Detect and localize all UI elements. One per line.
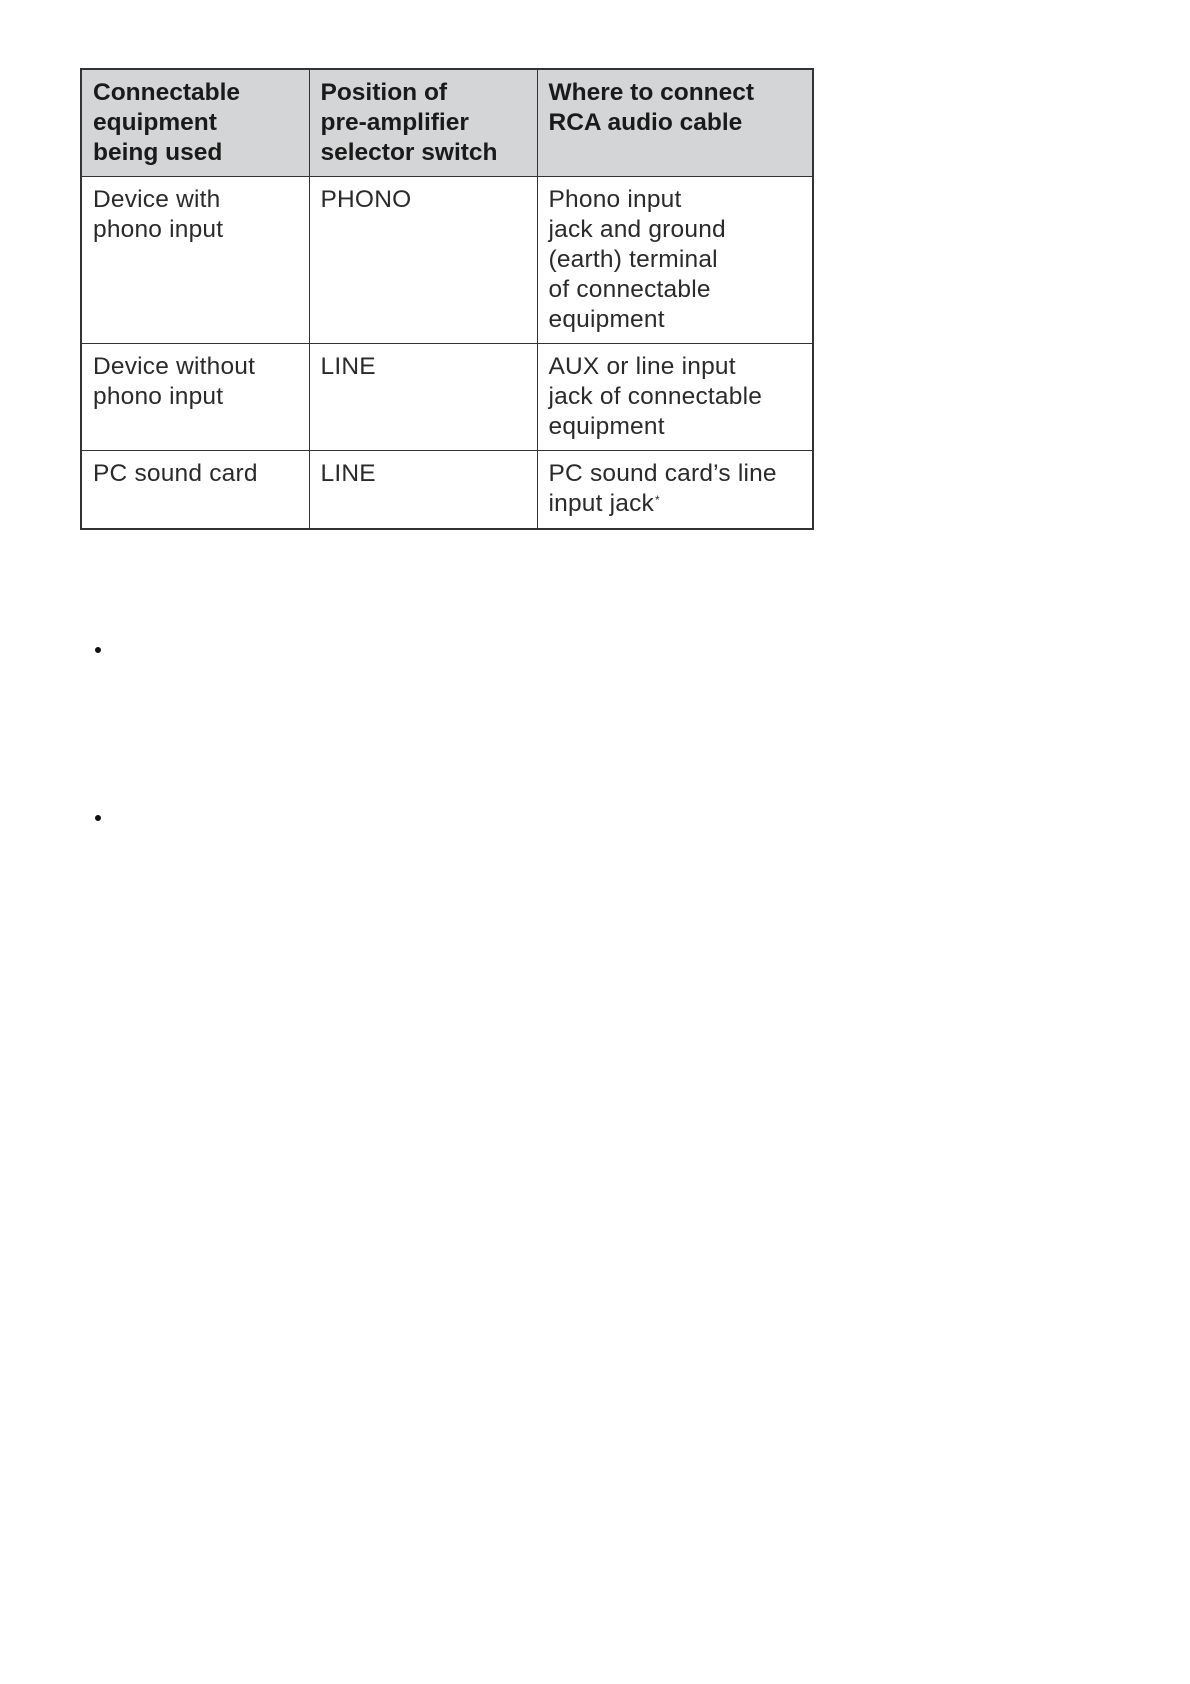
cell-connect-to	[537, 344, 813, 451]
cell-text: Phono input jack and ground (earth) terminal of connectable equipment	[548, 186, 726, 333]
table-row	[81, 451, 813, 530]
table-header-row	[81, 69, 813, 177]
cell-equipment	[81, 177, 309, 344]
footnote-asterisk: *	[655, 493, 660, 507]
header-label: Position of pre-amplifier selector switch	[320, 79, 498, 166]
header-selector-switch-position	[309, 69, 537, 177]
cell-text: PC sound card	[93, 460, 258, 487]
cell-switch-position	[309, 177, 537, 344]
bullet-point	[95, 647, 101, 653]
cell-switch-position	[309, 344, 537, 451]
cell-equipment	[81, 451, 309, 530]
bullet-point	[95, 815, 101, 821]
connection-table	[80, 68, 814, 530]
header-label: Where to connect RCA audio cable	[548, 79, 755, 136]
cell-connect-to	[537, 451, 813, 530]
table-row	[81, 177, 813, 344]
header-where-to-connect	[537, 69, 813, 177]
cell-equipment	[81, 344, 309, 451]
header-connectable-equipment	[81, 69, 309, 177]
cell-text: LINE	[320, 353, 376, 380]
cell-text: AUX or line input jack of connectable equipment	[548, 353, 763, 440]
cell-switch-position	[309, 451, 537, 530]
header-label: Connectable equipment being used	[93, 79, 241, 166]
cell-text: Device without phono input	[93, 353, 256, 410]
cell-connect-to	[537, 177, 813, 344]
cell-text: Device with phono input	[93, 186, 224, 243]
cell-text: PHONO	[320, 186, 412, 213]
cell-text: PC sound card’s line input jack	[548, 460, 777, 517]
table-row	[81, 344, 813, 451]
cell-text: LINE	[320, 460, 376, 487]
